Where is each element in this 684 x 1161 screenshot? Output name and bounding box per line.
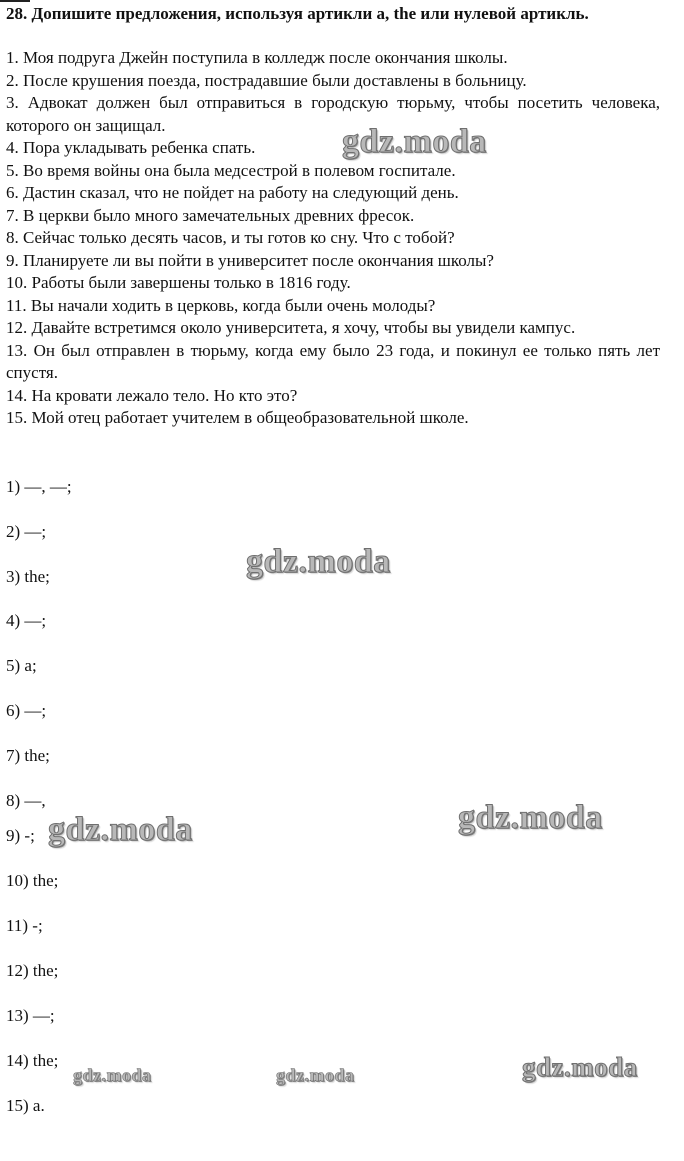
answer-item: 7) the; — [6, 746, 50, 765]
answer-item: 5) a; — [6, 656, 37, 675]
answer-item: 14) the; — [6, 1051, 59, 1070]
watermark: gdz.moda — [246, 543, 391, 580]
answer-item: 9) -; — [6, 826, 35, 845]
answer-item: 10) the; — [6, 871, 59, 890]
watermark: gdz.moda — [73, 1065, 152, 1085]
answer-item: 11) -; — [6, 916, 43, 935]
answer-item: 13) —; — [6, 1006, 55, 1025]
task-item: 12. Давайте встретимся около университета, я хочу, чтобы вы увидели кампус. — [6, 318, 576, 337]
watermark: gdz.moda — [458, 799, 603, 836]
answer-item: 1) —, —; — [6, 477, 72, 496]
answer-item: 3) the; — [6, 567, 50, 586]
answer-item: 15) a. — [6, 1096, 45, 1115]
task-item: 1. Моя подруга Джейн поступила в колледж после окончания школы. — [6, 48, 508, 67]
task-list — [6, 47, 660, 430]
task-item: 3. Адвокат должен был отправиться в городскую тюрьму, чтобы посетить человека, которого он защищал. — [6, 93, 660, 135]
watermark: gdz.moda — [342, 123, 487, 160]
answer-item: 6) —; — [6, 701, 47, 720]
task-item: 13. Он был отправлен в тюрьму, когда ему было 23 года, и покинул ее только пять лет спустя. — [6, 340, 660, 382]
task-item: 6. Дастин сказал, что не пойдет на работу на следующий день. — [6, 183, 459, 202]
watermark: gdz.moda — [522, 1052, 638, 1082]
task-item: 5. Во время войны она была медсестрой в полевом госпитале. — [6, 160, 456, 180]
watermark: gdz.moda — [48, 811, 193, 848]
task-item: 8. Сейчас только десять часов, и ты готов ко сну. Что с тобой? — [6, 228, 455, 247]
watermark: gdz.moda — [276, 1065, 355, 1085]
answer-item: 4) —; — [6, 611, 47, 630]
answer-item: 12) the; — [6, 961, 59, 980]
task-item: 15. Мой отец работает учителем в общеобразовательной школе. — [6, 408, 469, 427]
task-item: 4. Пора укладывать ребенка спать. — [6, 138, 256, 157]
task-item: 2. После крушения поезда, пострадавшие были доставлены в больницу. — [6, 70, 527, 90]
task-item: 10. Работы были завершены только в 1816 году. — [6, 273, 351, 292]
task-item: 14. На кровати лежало тело. Но кто это? — [6, 385, 298, 405]
answer-item: 8) —, — [6, 791, 46, 810]
task-item: 9. Планируете ли вы пойти в университет после окончания школы? — [6, 250, 494, 270]
answer-item: 2) —; — [6, 522, 47, 541]
task-item: 11. Вы начали ходить в церковь, когда были очень молоды? — [6, 295, 436, 315]
exercise-title: 28. Допишите предложения, используя артикли a, the или нулевой артикль. — [6, 4, 589, 23]
task-item: 7. В церкви было много замечательных древних фресок. — [6, 205, 415, 225]
